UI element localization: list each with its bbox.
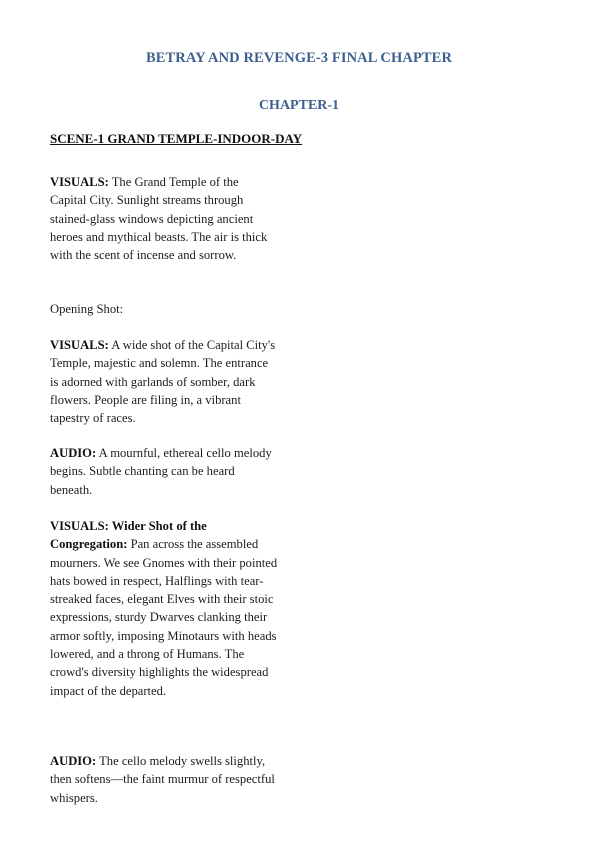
paragraph-text: Opening Shot: bbox=[50, 302, 124, 316]
paragraph-text: Pan across the assembled mourners. We see Gnomes with their pointed hats bowed in respect, Halflings with tear-streaked faces, elegant Elves with their stoic expressions, sturdy Dwarves clanking their armor softly, imposing Minotaurs with heads lowered, and a throng of Humans. The crowd's diversity highlights the widespread impact of the departed. bbox=[50, 537, 278, 698]
paragraph-label: VISUALS: bbox=[50, 175, 109, 189]
paragraph-label: VISUALS: Wider Shot of the Congregation: bbox=[50, 519, 207, 552]
paragraph-visuals-wide-shot bbox=[50, 336, 278, 427]
paragraph-label: AUDIO: bbox=[50, 446, 97, 460]
scene-heading: SCENE-1 GRAND TEMPLE-INDOOR-DAY bbox=[50, 131, 303, 146]
paragraph-opening-shot bbox=[50, 300, 278, 318]
paragraph-visuals-congregation bbox=[50, 517, 278, 700]
paragraph-visuals-temple bbox=[50, 173, 278, 264]
paragraph-audio-swells bbox=[50, 752, 278, 807]
paragraph-audio-cello bbox=[50, 444, 278, 499]
chapter-heading: CHAPTER-1 bbox=[258, 98, 340, 113]
paragraph-text: A mournful, ethereal cello melody begins. Subtle chanting can be heard beneath. bbox=[50, 446, 272, 497]
paragraph-text: A wide shot of the Capital City's Temple, majestic and solemn. The entrance is adorned with garlands of somber, dark flowers. People are filing in, a vibrant tapestry of races. bbox=[50, 338, 276, 426]
paragraph-text: The Grand Temple of the Capital City. Sunlight streams through stained-glass windows depicting ancient heroes and mythical beasts. The air is thick with the scent of incense and sorrow. bbox=[50, 175, 268, 263]
paragraph-label: VISUALS: bbox=[50, 338, 109, 352]
paragraph-text: The cello melody swells slightly, then softens—the faint murmur of respectful whispers. bbox=[50, 754, 275, 805]
document-title: BETRAY AND REVENGE-3 FINAL CHAPTER bbox=[145, 50, 453, 66]
paragraph-label: AUDIO: bbox=[50, 754, 97, 768]
